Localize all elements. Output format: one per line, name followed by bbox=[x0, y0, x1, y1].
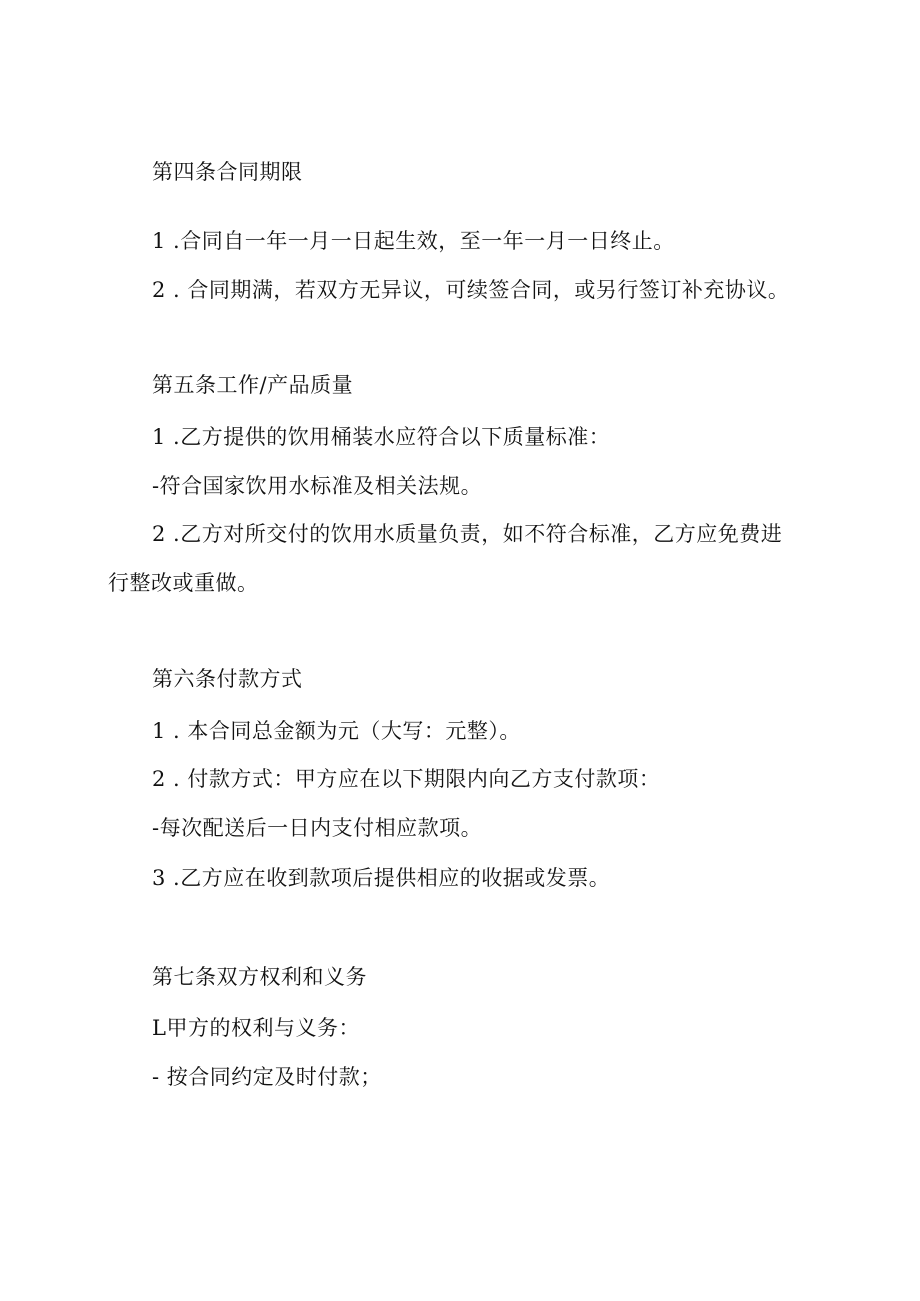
clause-5-2-continued: 行整改或重做。 bbox=[108, 571, 259, 595]
clause-4-1: 1 .合同自一年一月一日起生效，至一年一月一日终止。 bbox=[152, 229, 675, 253]
clause-6-2: 2 . 付款方式：甲方应在以下期限内向乙方支付款项： bbox=[152, 767, 661, 791]
clause-7-1: L甲方的权利与义务： bbox=[152, 1016, 360, 1040]
section-heading-7: 第七条双方权利和义务 bbox=[152, 965, 367, 989]
section-heading-6: 第六条付款方式 bbox=[152, 667, 303, 691]
section-heading-4: 第四条合同期限 bbox=[152, 160, 303, 184]
section-heading-5: 第五条工作/产品质量 bbox=[152, 373, 354, 397]
clause-7-1-bullet: - 按合同约定及时付款； bbox=[152, 1065, 382, 1089]
clause-6-3: 3 .乙方应在收到款项后提供相应的收据或发票。 bbox=[152, 866, 611, 890]
clause-6-2-bullet: -每次配送后一日内支付相应款项。 bbox=[152, 816, 483, 840]
clause-5-1: 1 .乙方提供的饮用桶装水应符合以下质量标准： bbox=[152, 425, 611, 449]
clause-5-1-bullet: -符合国家饮用水标准及相关法规。 bbox=[152, 474, 483, 498]
clause-6-1: 1 . 本合同总金额为元（大写：元整）。 bbox=[152, 719, 521, 743]
clause-5-2: 2 .乙方对所交付的饮用水质量负责，如不符合标准，乙方应免费进 bbox=[152, 522, 783, 546]
clause-4-2: 2 . 合同期满，若双方无异议，可续签合同，或另行签订补充协议。 bbox=[152, 278, 790, 302]
